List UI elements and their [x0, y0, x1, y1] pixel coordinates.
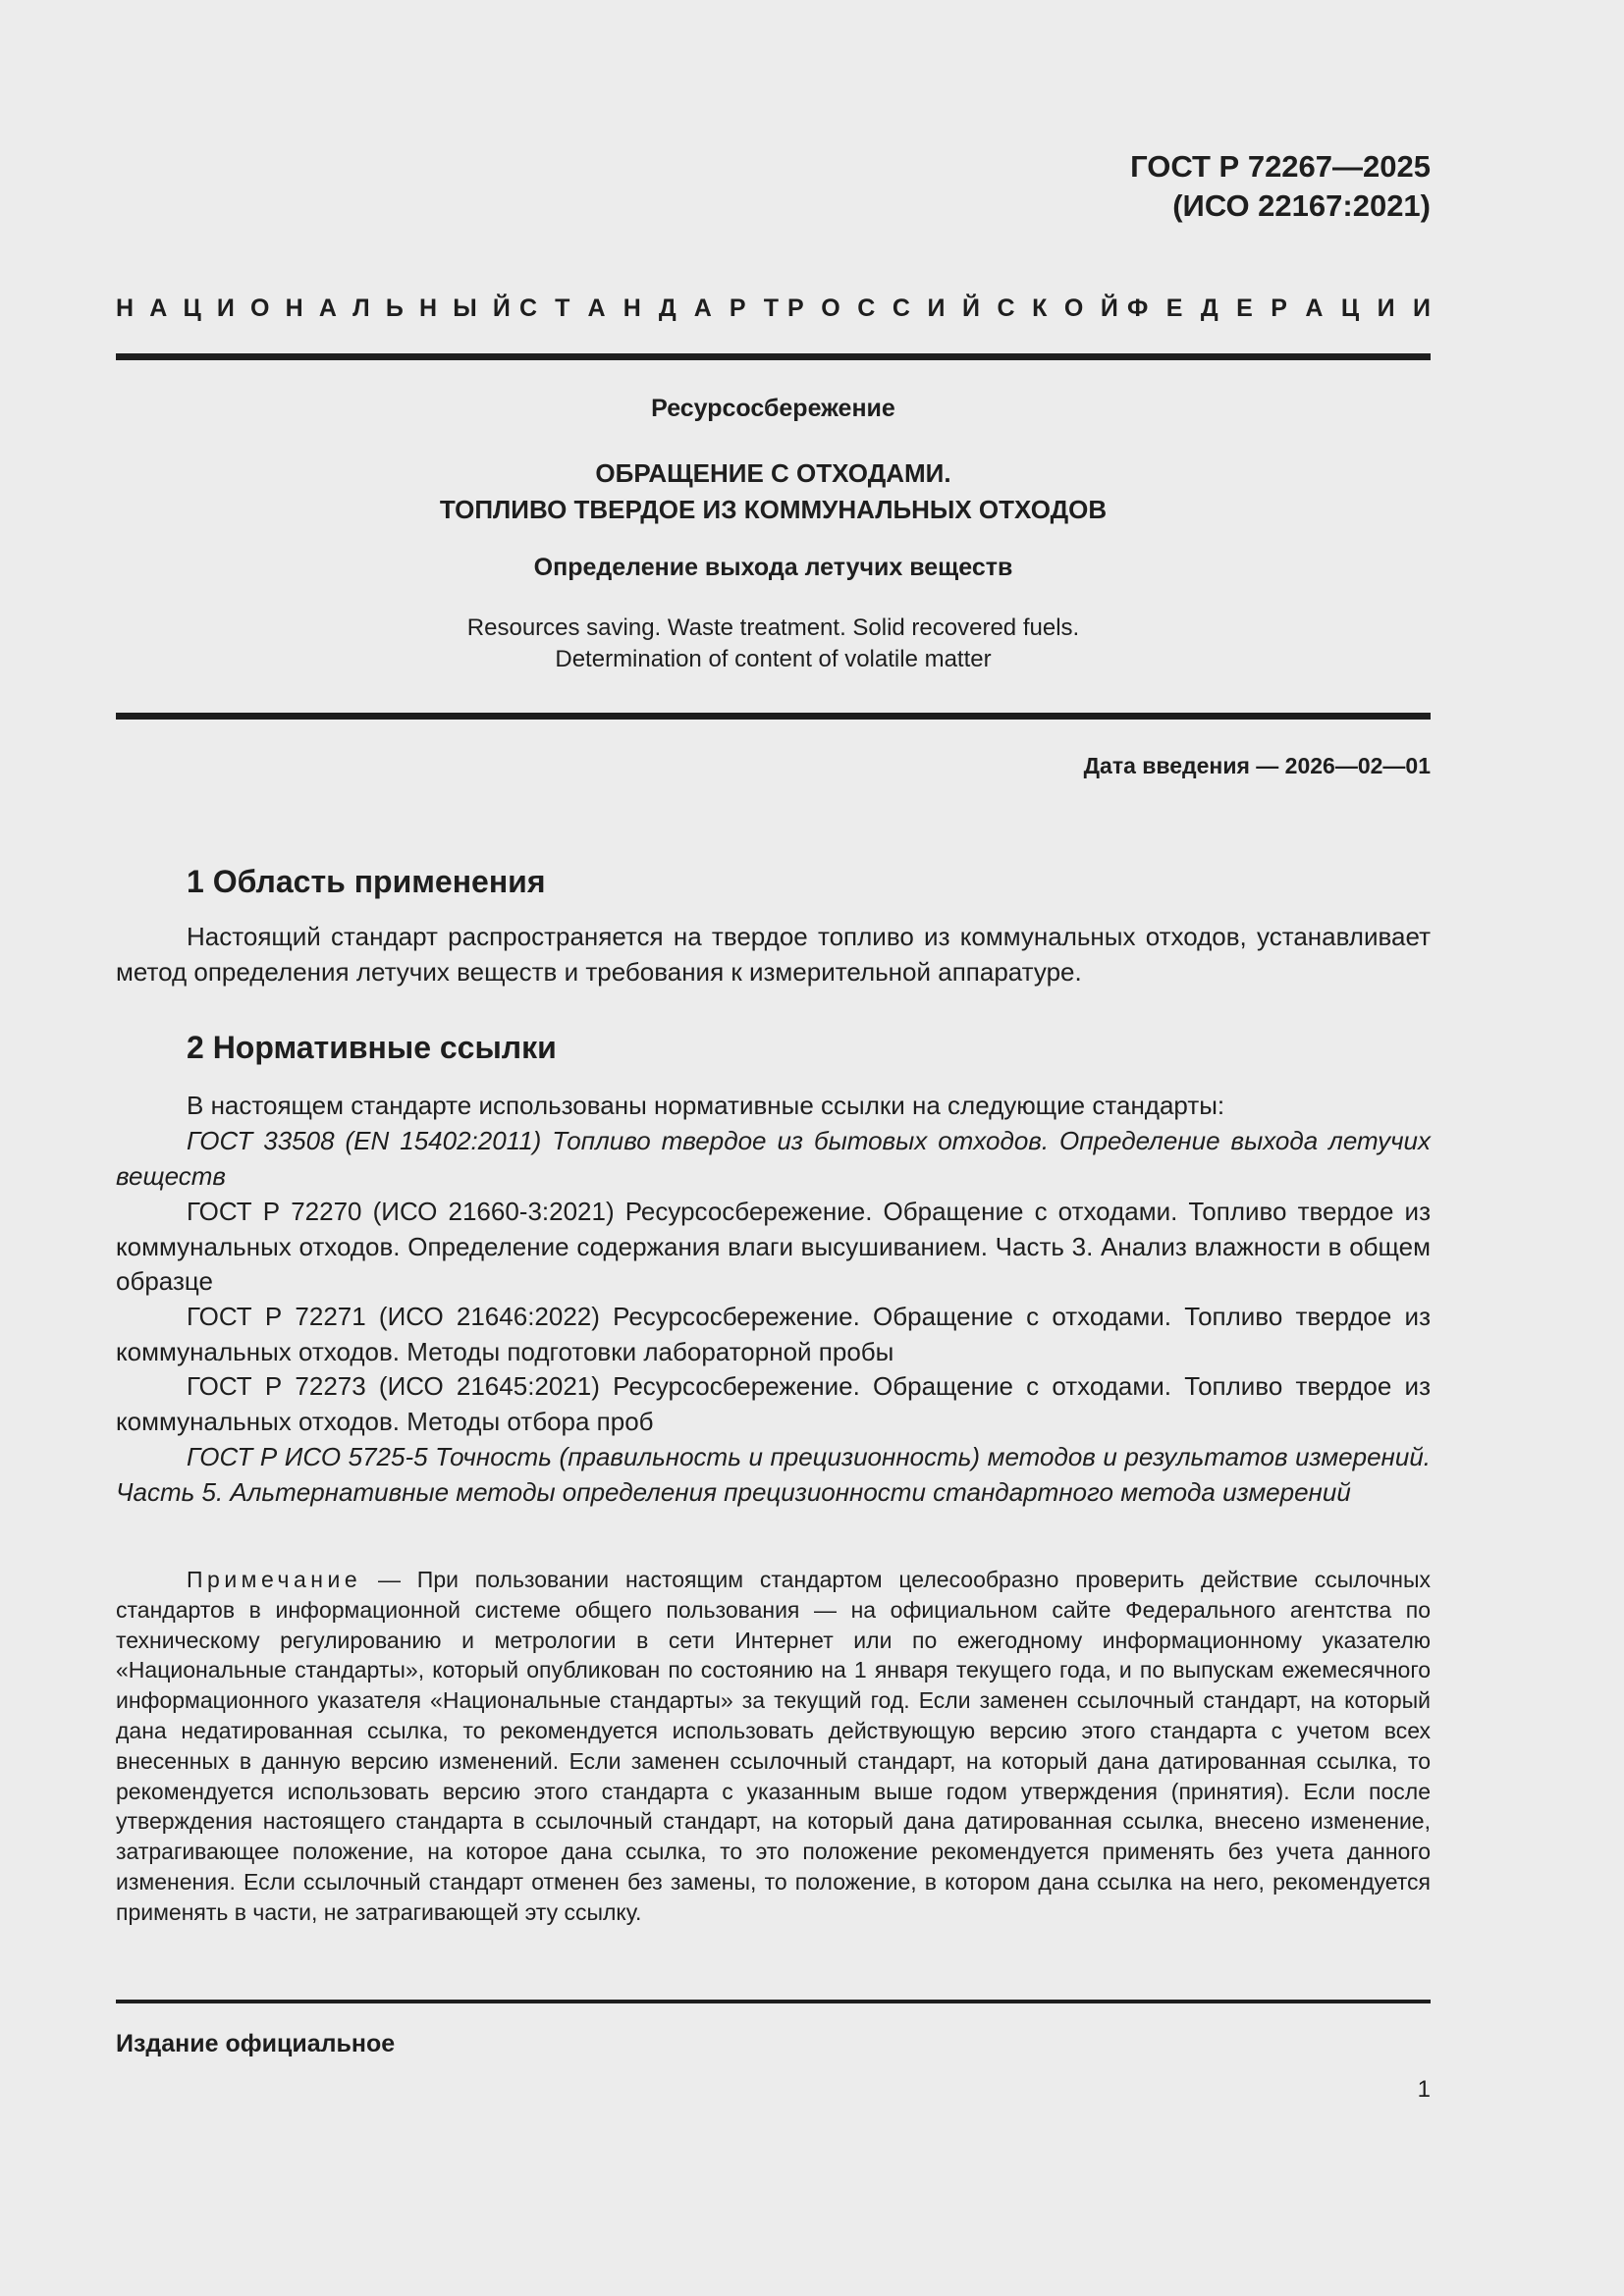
banner-letter: Р: [1271, 294, 1287, 322]
reference-item: ГОСТ Р 72270 (ИСО 21660-3:2021) Ресурсосбережение. Обращение с отходами. Топливо твердое из коммунальных отходов. Определение содержания влаги высушиванием. Часть 3. Анализ влажности в общем образце: [116, 1197, 1431, 1296]
official-edition-label: Издание официальное: [116, 2030, 396, 2057]
banner-letter: Ь: [385, 294, 404, 322]
banner-word-1: [116, 289, 511, 328]
category-title: Ресурсосбережение: [651, 395, 895, 422]
banner-letter: Й: [492, 294, 511, 322]
banner-letter: К: [1032, 294, 1048, 322]
note-label: Примечание: [187, 1567, 362, 1592]
banner-letter: Н: [116, 294, 135, 322]
english-title: [116, 613, 1431, 675]
banner-word-3: [787, 289, 1118, 328]
footer-divider: [116, 2000, 1431, 2003]
banner-letter: Ц: [1340, 294, 1360, 322]
banner-letter: О: [821, 294, 840, 322]
banner-letter: Т: [763, 294, 779, 322]
note-text: — При пользовании настоящим стандартом целесообразно проверить действие ссылочных стандартов в информационной системе общего пользования — на официальном сайте Федерального агентства по техническому регулированию и метрологии в сети Интернет или по ежегодному информационному указателю «Национальные стандарты», который опубликован по состоянию на 1 января текущего года, и по выпускам ежемесячного информационного указателя «Национальные стандарты» за текущий год. Если заменен ссылочный стандарт, на который дана недатированная ссылка, то рекомендуется использовать действующую версию этого стандарта с учетом всех внесенных в данную версию изменений. Если заменен ссылочный стандарт, на который дана датированная ссылка, то рекомендуется использовать версию этого стандарта с указанным выше годом утверждения (принятия). Если после утверждения настоящего стандарта в ссылочный стандарт, на который дана датированная ссылка, внесено изменение, затрагивающее положение, на которое дана ссылка, то это положение рекомендуется применять без учета данного изменения. Если ссылочный стандарт отменен без замены, то положение, в котором дана ссылка на него, рекомендуется применять в части, не затрагивающей эту ссылку.: [116, 1567, 1431, 1925]
banner-letter: А: [587, 294, 606, 322]
main-title: [116, 455, 1431, 528]
banner-letter: А: [318, 294, 337, 322]
banner-letter: Й: [1100, 294, 1118, 322]
english-title-line-1: Resources saving. Waste treatment. Solid recovered fuels.: [466, 614, 1080, 641]
banner-letter: Р: [729, 294, 746, 322]
national-standard-banner: [116, 289, 1431, 328]
banner-letter: Ф: [1127, 294, 1149, 322]
reference-item: ГОСТ 33508 (EN 15402:2011) Топливо твердое из бытовых отходов. Определение выхода летучих веществ: [116, 1126, 1431, 1191]
banner-letter: О: [250, 294, 270, 322]
section-2-intro: В настоящем стандарте использованы нормативные ссылки на следующие стандарты:: [187, 1091, 1225, 1120]
subtitle: Определение выхода летучих веществ: [533, 554, 1013, 581]
banner-letter: Е: [1165, 294, 1183, 322]
section-2-heading: 2 Нормативные ссылки: [187, 1030, 557, 1065]
banner-letter: И: [1413, 294, 1431, 322]
banner-letter: С: [519, 294, 538, 322]
banner-letter: Ц: [183, 294, 201, 322]
reference-item: ГОСТ Р ИСО 5725-5 Точность (правильность и прецизионность) методов и результатов измерений. Часть 5. Альтернативные методы определения прецизионности стандартного метода измерений: [116, 1442, 1431, 1507]
section-1-heading: 1 Область применения: [187, 864, 546, 899]
main-title-line-1: ОБРАЩЕНИЕ С ОТХОДАМИ.: [595, 458, 951, 488]
banner-letter: Д: [1200, 294, 1218, 322]
banner-letter: Р: [787, 294, 804, 322]
reference-item: ГОСТ Р 72273 (ИСО 21645:2021) Ресурсосбережение. Обращение с отходами. Топливо твердое из коммунальных отходов. Методы отбора проб: [116, 1371, 1431, 1436]
banner-letter: Н: [419, 294, 438, 322]
banner-letter: А: [1305, 294, 1324, 322]
banner-letter: С: [997, 294, 1015, 322]
banner-letter: И: [1377, 294, 1395, 322]
banner-letter: И: [927, 294, 946, 322]
header-divider: [116, 353, 1431, 360]
banner-letter: С: [857, 294, 876, 322]
banner-letter: Ы: [453, 294, 477, 322]
page-number: 1: [1417, 2076, 1431, 2103]
banner-word-4: [1127, 289, 1431, 328]
title-divider: [116, 713, 1431, 720]
banner-letter: Д: [658, 294, 677, 322]
banner-letter: Н: [623, 294, 641, 322]
reference-item: ГОСТ Р 72271 (ИСО 21646:2022) Ресурсосбережение. Обращение с отходами. Топливо твердое из коммунальных отходов. Методы подготовки лабораторной пробы: [116, 1302, 1431, 1366]
banner-letter: Н: [285, 294, 303, 322]
section-1-text: Настоящий стандарт распространяется на твердое топливо из коммунальных отходов, устанавливает метод определения летучих веществ и требования к измерительной аппаратуре.: [116, 922, 1431, 987]
banner-letter: И: [216, 294, 235, 322]
gost-number: ГОСТ Р 72267—2025: [1130, 149, 1431, 184]
standard-designation: [1130, 147, 1431, 226]
banner-word-2: [519, 289, 779, 328]
banner-letter: Е: [1236, 294, 1253, 322]
document-page: [116, 0, 1431, 2296]
banner-letter: А: [149, 294, 168, 322]
introduction-date: Дата введения — 2026—02—01: [1083, 753, 1431, 778]
iso-number: (ИСО 22167:2021): [1172, 188, 1431, 223]
banner-letter: О: [1063, 294, 1084, 322]
main-title-line-2: ТОПЛИВО ТВЕРДОЕ ИЗ КОММУНАЛЬНЫХ ОТХОДОВ: [439, 495, 1108, 524]
banner-letter: Т: [555, 294, 570, 322]
english-title-line-2: Determination of content of volatile matter: [555, 646, 992, 672]
banner-letter: Л: [352, 294, 370, 322]
banner-letter: С: [892, 294, 910, 322]
reference-note: [116, 1565, 1431, 1928]
banner-letter: А: [693, 294, 712, 322]
banner-letter: Й: [961, 294, 980, 322]
